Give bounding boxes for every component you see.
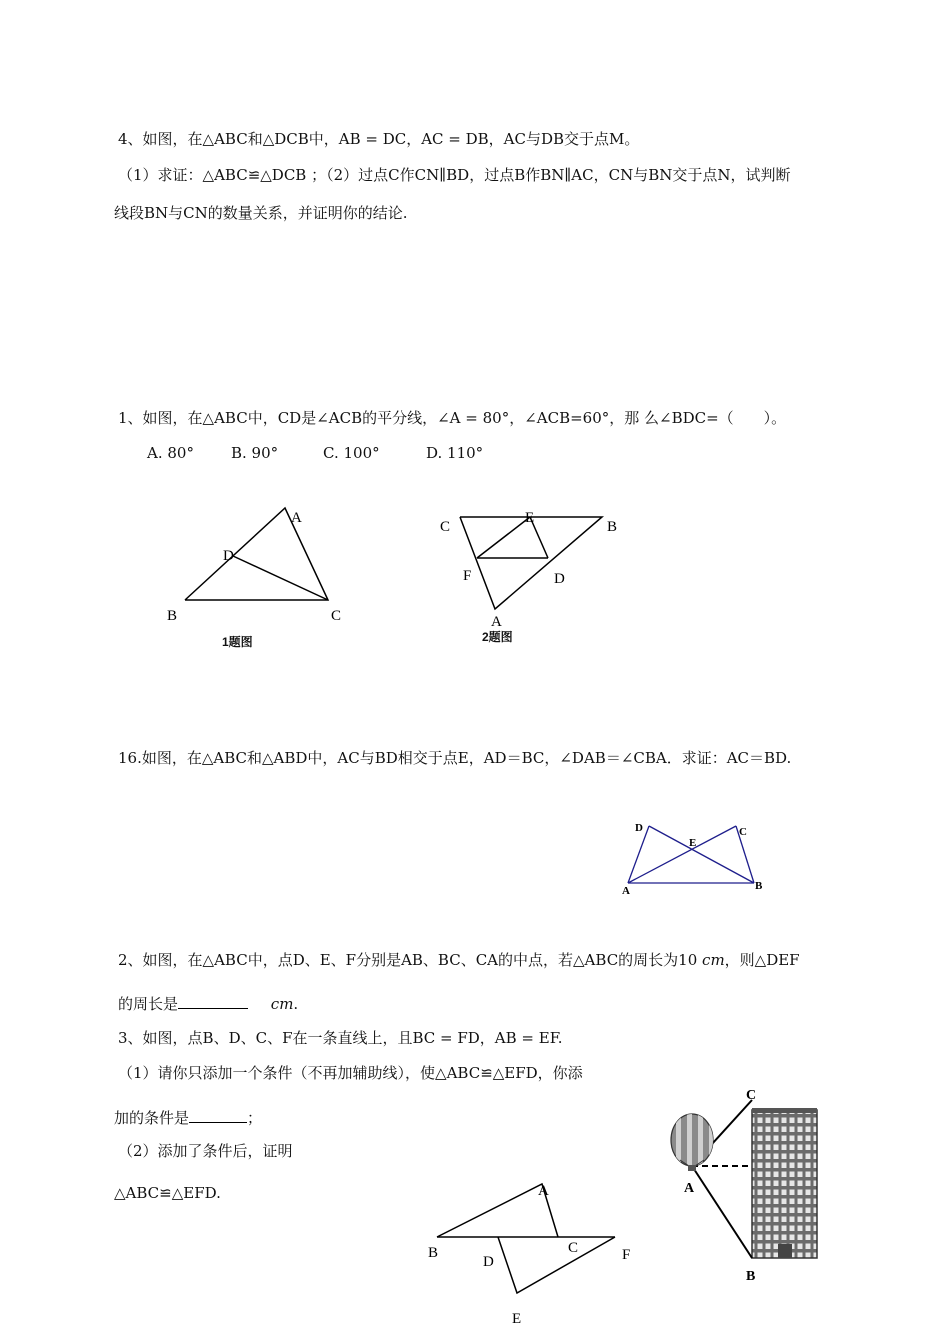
q3-line2: （1）请你只添加一个条件（不再加辅助线），使△ABC≌△EFD，你添 xyxy=(118,1064,583,1082)
fig2-label-e: E xyxy=(525,510,535,526)
q3-line4: （2）添加了条件后，证明 xyxy=(118,1142,293,1160)
q16-text: 16.如图，在△ABC和△ABD中，AC与BD相交于点E，AD＝BC，∠DAB＝∠CBA．求证：AC＝BD. xyxy=(118,749,792,767)
q2-answer-blank[interactable] xyxy=(178,992,248,1009)
q2-line2-tail: . xyxy=(293,995,299,1013)
fig2-label-a: A xyxy=(491,614,502,630)
diagonal-ac xyxy=(628,826,736,883)
q1-stem: 1、如图，在△ABC中，CD是∠ACB的平分线，∠A = 80°，∠ACB=60°，那 么∠BDC=（ ）。 xyxy=(118,409,787,427)
balloon-label-c: C xyxy=(746,1088,757,1103)
figure-3 xyxy=(420,1175,650,1335)
q2-line1-tail: ，则△DEF xyxy=(724,951,800,969)
q2-line2-text: 的周长是 xyxy=(118,995,179,1013)
building xyxy=(752,1110,817,1258)
q3-line5: △ABC≌△EFD. xyxy=(114,1184,221,1202)
fig16-label-c: C xyxy=(739,826,747,838)
fig3-label-c: C xyxy=(568,1240,579,1256)
q2-line1 xyxy=(118,950,800,970)
q3-answer-blank[interactable] xyxy=(189,1106,247,1123)
fig16-label-b: B xyxy=(755,880,763,892)
fig3-label-a: A xyxy=(538,1183,549,1199)
fig1-caption: 1题图 xyxy=(222,635,253,649)
q3-line1: 3、如图，点B、D、C、F在一条直线上，且BC = FD，AB = EF. xyxy=(118,1029,563,1047)
q1-option-d: D. 110° xyxy=(426,444,484,462)
balloon-icon xyxy=(671,1110,714,1171)
triangle-efd xyxy=(498,1237,615,1293)
fig1-label-c: C xyxy=(331,608,342,624)
fig1-label-b: B xyxy=(167,608,178,624)
building-door xyxy=(778,1244,792,1258)
bisector-cd xyxy=(233,556,328,600)
q2-unit: cm xyxy=(702,951,725,969)
balloon-label-a: A xyxy=(684,1181,695,1196)
q4-line3: 线段BN与CN的数量关系，并证明你的结论. xyxy=(114,204,408,222)
figure-16 xyxy=(615,815,775,900)
fig3-label-f: F xyxy=(622,1247,631,1263)
fig3-label-e: E xyxy=(512,1311,522,1327)
fig2-label-d: D xyxy=(554,571,565,587)
fig2-label-c: C xyxy=(440,519,451,535)
fig2-label-f: F xyxy=(463,568,472,584)
q2-line1-text: 2、如图，在△ABC中，点D、E、F分别是AB、BC、CA的中点，若△ABC的周长为10 xyxy=(118,951,698,969)
q3-line3-tail: ； xyxy=(247,1109,263,1127)
fig16-label-e: E xyxy=(689,837,697,849)
q2-unit-2: cm xyxy=(270,995,294,1013)
q1-option-b: B. 90° xyxy=(231,444,279,462)
building-roof xyxy=(752,1108,817,1113)
fig3-label-d: D xyxy=(483,1254,494,1270)
figure-balloon-building xyxy=(660,1080,850,1290)
figure-2 xyxy=(430,505,630,630)
balloon-label-b: B xyxy=(746,1269,756,1284)
side-ad xyxy=(628,826,649,883)
segment-ef xyxy=(477,517,530,558)
q3-line3 xyxy=(114,1106,262,1128)
fig16-label-d: D xyxy=(635,822,643,834)
fig3-label-b: B xyxy=(428,1245,439,1261)
figure-1 xyxy=(150,500,370,630)
fig2-label-b: B xyxy=(607,519,618,535)
triangle-abc xyxy=(460,517,602,609)
q1-option-a: A. 80° xyxy=(147,444,194,462)
q4-line2: （1）求证：△ABC≌△DCB ；（2）过点C作CN∥BD，过点B作BN∥AC，CN与BN交于点N，试判断 xyxy=(118,166,791,184)
q2-line2 xyxy=(118,992,298,1014)
fig16-label-a: A xyxy=(622,885,630,897)
q3-line3-text: 加的条件是 xyxy=(114,1109,190,1127)
fig1-label-d: D xyxy=(223,548,234,564)
fig2-caption: 2题图 xyxy=(482,630,513,644)
fig1-label-a: A xyxy=(291,510,302,526)
q4-line1: 4、如图，在△ABC和△DCB中，AB = DC，AC = DB，AC与DB交于点M。 xyxy=(118,130,640,148)
q1-option-c: C. 100° xyxy=(323,444,380,462)
line-ab xyxy=(692,1166,752,1258)
triangle-abc xyxy=(185,508,328,600)
